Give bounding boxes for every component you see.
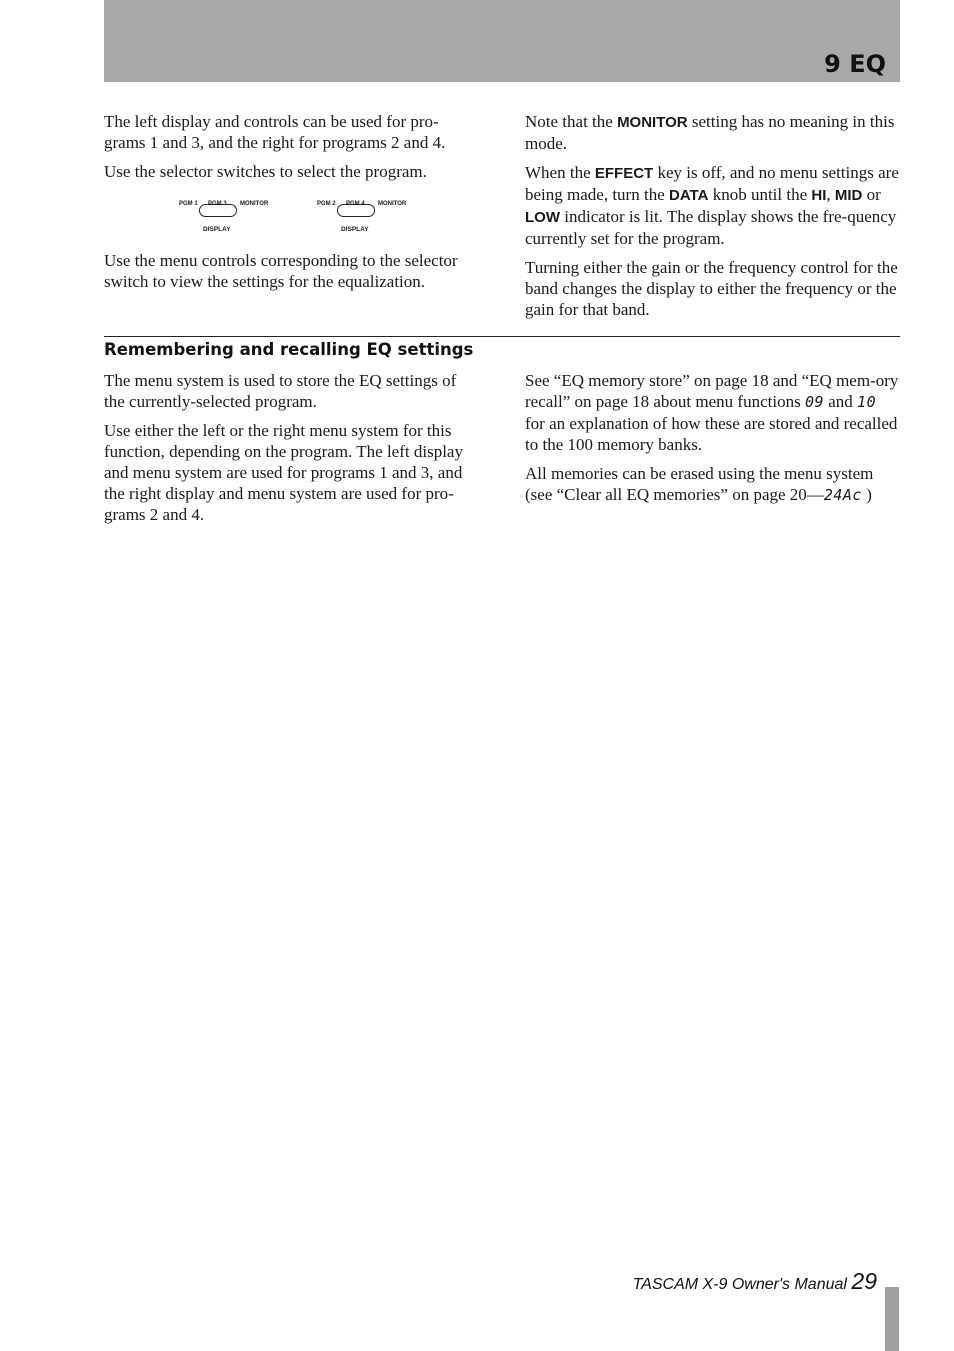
chapter-title: 9 EQ <box>824 50 886 78</box>
paragraph: Turning either the gain or the frequency control for the band changes the display to either the frequency or the gain for that band. <box>525 258 898 319</box>
paragraph: All memories can be erased using the menu system (see “Clear all EQ memories” on page 20—24Ac ) <box>525 464 874 504</box>
display-switch-button-icon <box>337 204 375 217</box>
paragraph: When the EFFECT key is off, and no menu settings are being made, turn the DATA knob until the HI, MID or LOW indicator is lit. The display shows the fre-quency currently set for the program. <box>525 163 899 248</box>
switch-display-label: DISPLAY <box>203 226 231 233</box>
manual-title: TASCAM X-9 Owner's Manual <box>632 1276 852 1293</box>
paragraph: The left display and controls can be used for pro-grams 1 and 3, and the right for programs 2 and 4. <box>104 112 446 152</box>
lcd-code: 10 <box>857 393 877 411</box>
key-label: DATA <box>669 187 709 204</box>
paragraph: Use the selector switches to select the program. <box>104 162 427 181</box>
page-number: 29 <box>851 1268 877 1294</box>
section1-right-column <box>525 111 900 328</box>
key-label: EFFECT <box>594 165 654 182</box>
switch-label-pgm1: PGM 1 <box>179 201 198 207</box>
key-label: LOW <box>525 209 560 226</box>
section2-left-column <box>104 370 479 533</box>
section2-right-column <box>525 370 900 514</box>
lcd-code: 24Ac <box>823 486 862 504</box>
section-heading: Remembering and recalling EQ settings <box>104 340 474 359</box>
paragraph: Use the menu controls corresponding to the selector switch to view the settings for the equalization. <box>104 251 458 291</box>
key-label: MID <box>834 187 863 204</box>
right-display-switch <box>314 194 444 234</box>
switch-display-label: DISPLAY <box>341 226 369 233</box>
switch-label-pgm2: PGM 2 <box>317 201 336 207</box>
key-label: HI <box>811 187 827 204</box>
section1-left-column <box>104 111 479 300</box>
page-edge-tab <box>885 1287 899 1351</box>
lcd-code: 09 <box>804 393 824 411</box>
paragraph: The menu system is used to store the EQ settings of the currently-selected program. <box>104 371 457 411</box>
switch-label-monitor: MONITOR <box>240 201 269 207</box>
paragraph: Use either the left or the right menu system for this function, depending on the program. The left display and menu system are used for programs 1 and 3, and the right display and menu system are used for pro-grams 2 and 4. <box>104 421 463 524</box>
section-divider <box>104 336 900 337</box>
key-label: MONITOR <box>617 114 688 131</box>
page-footer <box>633 1268 877 1295</box>
paragraph: Note that the MONITOR setting has no meaning in this mode. <box>525 112 895 153</box>
left-display-switch <box>176 194 306 234</box>
header-band <box>104 0 900 82</box>
paragraph: See “EQ memory store” on page 18 and “EQ mem-ory recall” on page 18 about menu functions 09 and 10 for an explanation of how these are stored and recalled to the 100 memory banks. <box>525 371 899 454</box>
display-switch-button-icon <box>199 204 237 217</box>
switch-label-monitor: MONITOR <box>378 201 407 207</box>
display-selector-diagram <box>104 190 479 242</box>
